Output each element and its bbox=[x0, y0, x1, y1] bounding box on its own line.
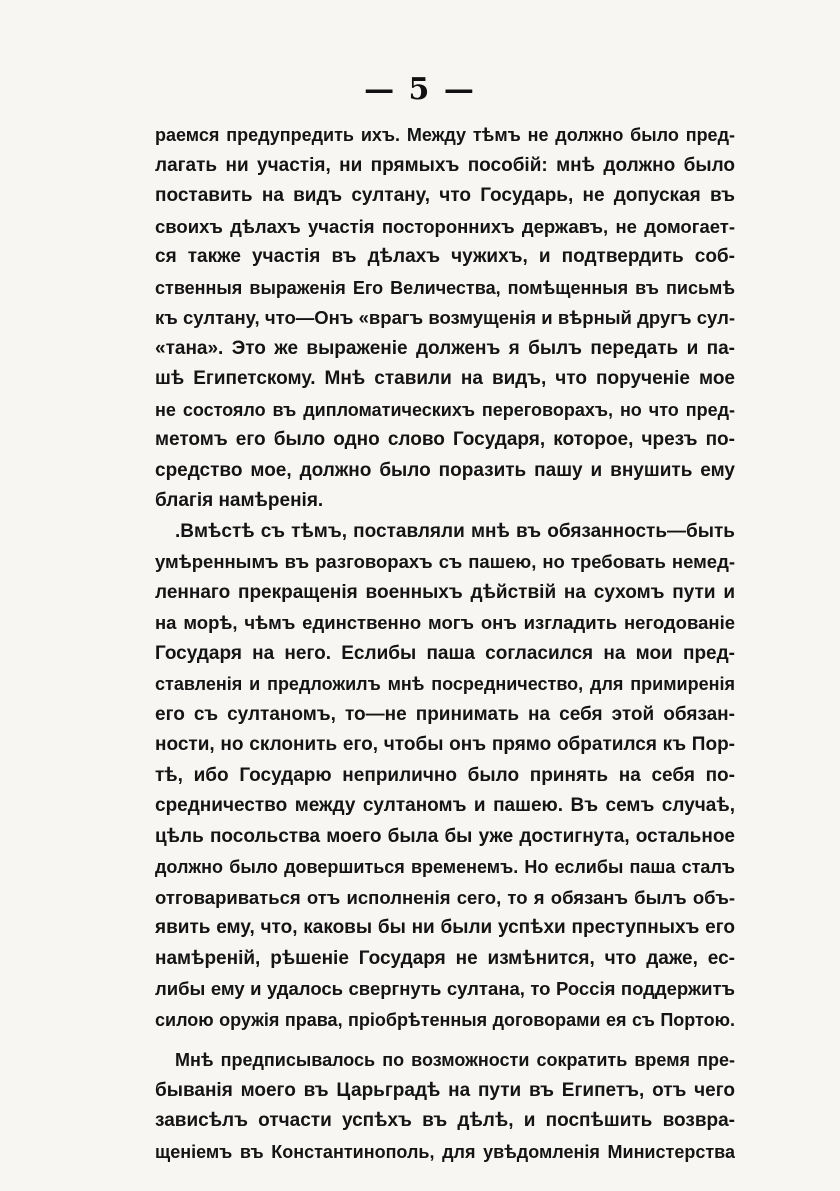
text-line: ности, но склонить его, чтобы онъ прямо обратился къ Пор- bbox=[155, 734, 735, 755]
text-line: ственныя выраженія Его Величества, помѣщенныя въ письмѣ bbox=[155, 277, 735, 298]
text-line: раемся предупредить ихъ. Между тѣмъ не должно было пред- bbox=[155, 125, 735, 145]
text-line: тѣ, ибо Государю неприлично было принять на себя по- bbox=[155, 764, 735, 786]
text-line: быванія моего въ Царьградѣ на пути въ Египетъ, отъ чего bbox=[155, 1079, 735, 1101]
text-line: благія намѣренія. bbox=[155, 490, 324, 511]
text-line: ставленія и предложилъ мнѣ посредничество, для примиренія bbox=[155, 674, 735, 694]
text-line: должно было довершиться временемъ. Но еслибы паша сталъ bbox=[155, 857, 735, 877]
text-line: отговариваться отъ исполненія сего, то я обязанъ былъ объ- bbox=[155, 886, 735, 908]
text-line: шѣ Египетскому. Мнѣ ставили на видъ, что порученіе мое bbox=[155, 368, 735, 389]
text-line: на морѣ, чѣмъ единственно могъ онъ изгладить негодованіе bbox=[155, 612, 735, 633]
text-line: своихъ дѣлахъ участія постороннихъ державъ, не домогает- bbox=[155, 215, 735, 237]
text-line: зависѣлъ отчасти успѣхъ въ дѣлѣ, и поспѣшить возвра- bbox=[155, 1110, 735, 1131]
text-line: лагать ни участія, ни прямыхъ пособій: мнѣ должно было bbox=[155, 154, 735, 176]
text-line: «тана». Это же выраженіе долженъ я былъ передать и па- bbox=[155, 337, 735, 359]
text-line: умѣреннымъ въ разговорахъ съ пашею, но требовать немед- bbox=[155, 551, 735, 572]
text-line: средничество между султаномъ и пашею. Въ семъ случаѣ, bbox=[155, 795, 735, 816]
text-line: намѣреній, рѣшеніе Государя не измѣнится, что даже, ес- bbox=[155, 947, 735, 969]
text-line: явить ему, что, каковы бы ни были успѣхи преступныхъ его bbox=[155, 917, 735, 938]
text-line: цѣль посольства моего была бы уже достигнута, остальное bbox=[155, 825, 735, 847]
paragraph-1 bbox=[155, 120, 735, 517]
text-line: Государя на него. Еслибы паша согласился на мои пред- bbox=[155, 642, 735, 664]
page-number: — 5 — bbox=[364, 72, 476, 107]
text-line: силою оружія права, пріобрѣтенныя договорами ея съ Портою. bbox=[155, 1009, 735, 1030]
body-text bbox=[155, 120, 735, 1167]
text-line: его съ султаномъ, то—не принимать на себя этой обязан- bbox=[155, 703, 735, 725]
text-line: средство мое, должно было поразить пашу и внушить ему bbox=[155, 459, 735, 481]
text-line: не состояло въ дипломатическихъ переговорахъ, но что пред- bbox=[155, 399, 735, 420]
text-line: Мнѣ предписывалось по возможности сократить время пре- bbox=[175, 1050, 735, 1070]
text-line: щеніемъ въ Константинополь, для увѣдомленія Министерства bbox=[155, 1141, 735, 1162]
text-line: къ султану, что—Онъ «врагъ возмущенія и вѣрный другъ сул- bbox=[155, 307, 735, 328]
text-line: метомъ его было одно слово Государя, которое, чрезъ по- bbox=[155, 429, 735, 450]
text-line: ся также участія въ дѣлахъ чужихъ, и подтвердить соб- bbox=[155, 246, 735, 267]
paragraph-2 bbox=[155, 517, 735, 1036]
text-line: либы ему и удалось свергнуть султана, то Россія поддержитъ bbox=[155, 978, 735, 999]
paragraph-3 bbox=[155, 1045, 735, 1167]
text-line: леннаго прекращенія военныхъ дѣйствій на сухомъ пути и bbox=[155, 581, 735, 603]
text-line: .Вмѣстѣ съ тѣмъ, поставляли мнѣ въ обязанность—быть bbox=[175, 520, 735, 542]
text-line: поставить на видъ султану, что Государь, не допуская въ bbox=[155, 185, 735, 206]
